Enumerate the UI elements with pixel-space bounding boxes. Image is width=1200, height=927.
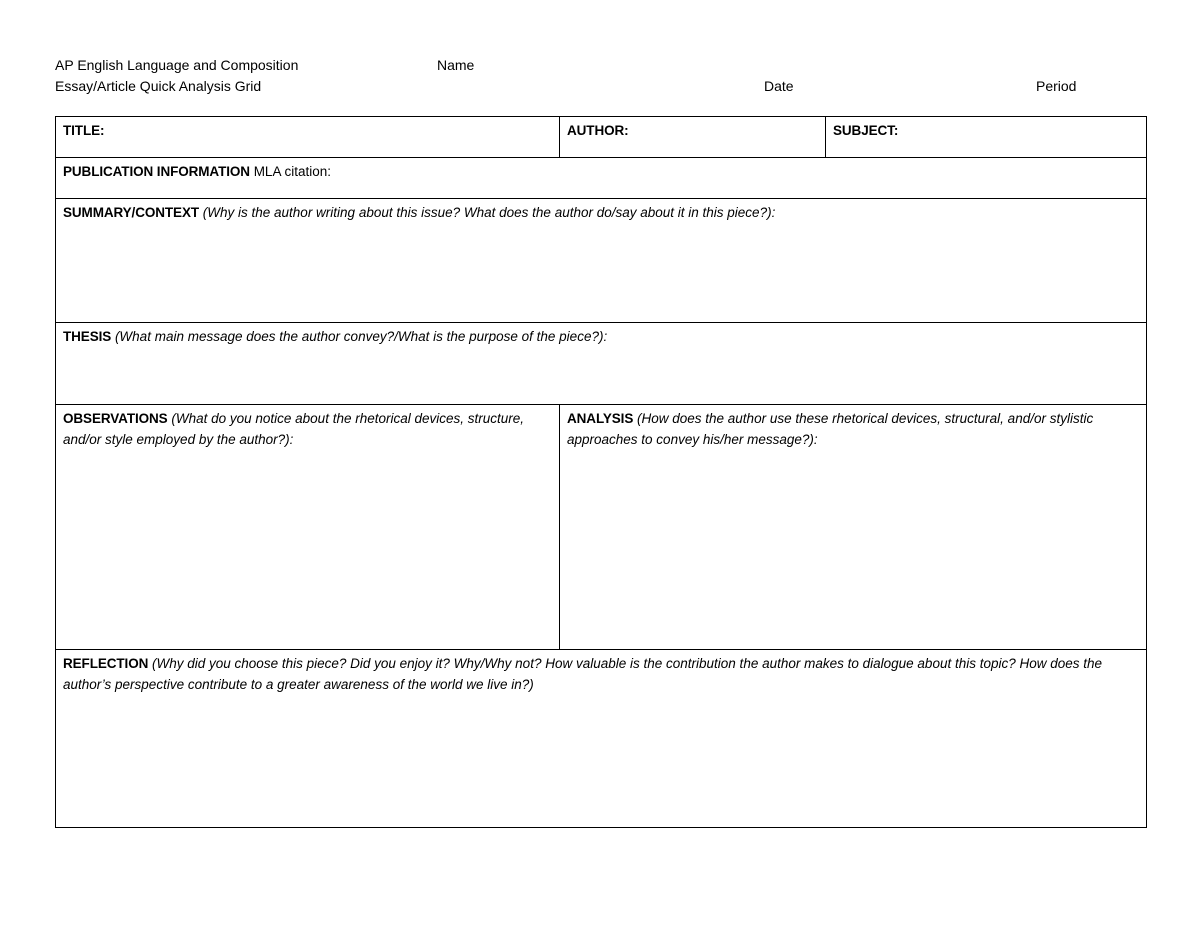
- row-thesis: [56, 323, 1147, 405]
- subject-cell[interactable]: [826, 117, 1147, 158]
- name-label: Name: [437, 57, 475, 73]
- date-label: Date: [764, 78, 794, 94]
- row-title-author-subject: [56, 117, 1147, 158]
- publication-note: MLA citation:: [249, 164, 331, 179]
- course-title: AP English Language and Composition: [55, 57, 299, 73]
- analysis-prompt: (How does the author use these rhetorical devices, structural, and/or stylistic approaches to convey his/her message?):: [567, 411, 1094, 447]
- author-label: AUTHOR:: [567, 123, 629, 138]
- observations-prompt: (What do you notice about the rhetorical devices, structure, and/or style employed by the author?):: [63, 411, 525, 447]
- publication-label: PUBLICATION INFORMATION: [63, 164, 250, 179]
- title-label: TITLE:: [63, 123, 105, 138]
- subject-label: SUBJECT:: [833, 123, 899, 138]
- observations-label: OBSERVATIONS: [63, 411, 168, 426]
- reflection-prompt: (Why did you choose this piece? Did you enjoy it? Why/Why not? How valuable is the contribution the author makes to dialogue about this topic? How does the author’s perspective contribute to a greater awareness of the world we live in?): [63, 656, 1103, 692]
- analysis-label: ANALYSIS: [567, 411, 634, 426]
- reflection-label: REFLECTION: [63, 656, 149, 671]
- row-publication: [56, 158, 1147, 199]
- row-reflection: [56, 650, 1147, 828]
- thesis-label: THESIS: [63, 329, 112, 344]
- summary-prompt: (Why is the author writing about this issue? What does the author do/say about it in this piece?):: [202, 205, 776, 220]
- worksheet-subtitle: Essay/Article Quick Analysis Grid: [55, 78, 262, 94]
- publication-cell[interactable]: [56, 158, 1147, 199]
- summary-cell[interactable]: [56, 199, 1147, 323]
- analysis-cell[interactable]: [560, 405, 1147, 650]
- thesis-prompt: (What main message does the author convey?/What is the purpose of the piece?):: [114, 329, 608, 344]
- row-summary: [56, 199, 1147, 323]
- analysis-grid-table: [55, 116, 1147, 828]
- author-cell[interactable]: [560, 117, 826, 158]
- reflection-cell[interactable]: [56, 650, 1147, 828]
- title-cell[interactable]: [56, 117, 560, 158]
- row-observations-analysis: [56, 405, 1147, 650]
- period-label: Period: [1036, 78, 1077, 94]
- thesis-cell[interactable]: [56, 323, 1147, 405]
- summary-label: SUMMARY/CONTEXT: [63, 205, 199, 220]
- observations-cell[interactable]: [56, 405, 560, 650]
